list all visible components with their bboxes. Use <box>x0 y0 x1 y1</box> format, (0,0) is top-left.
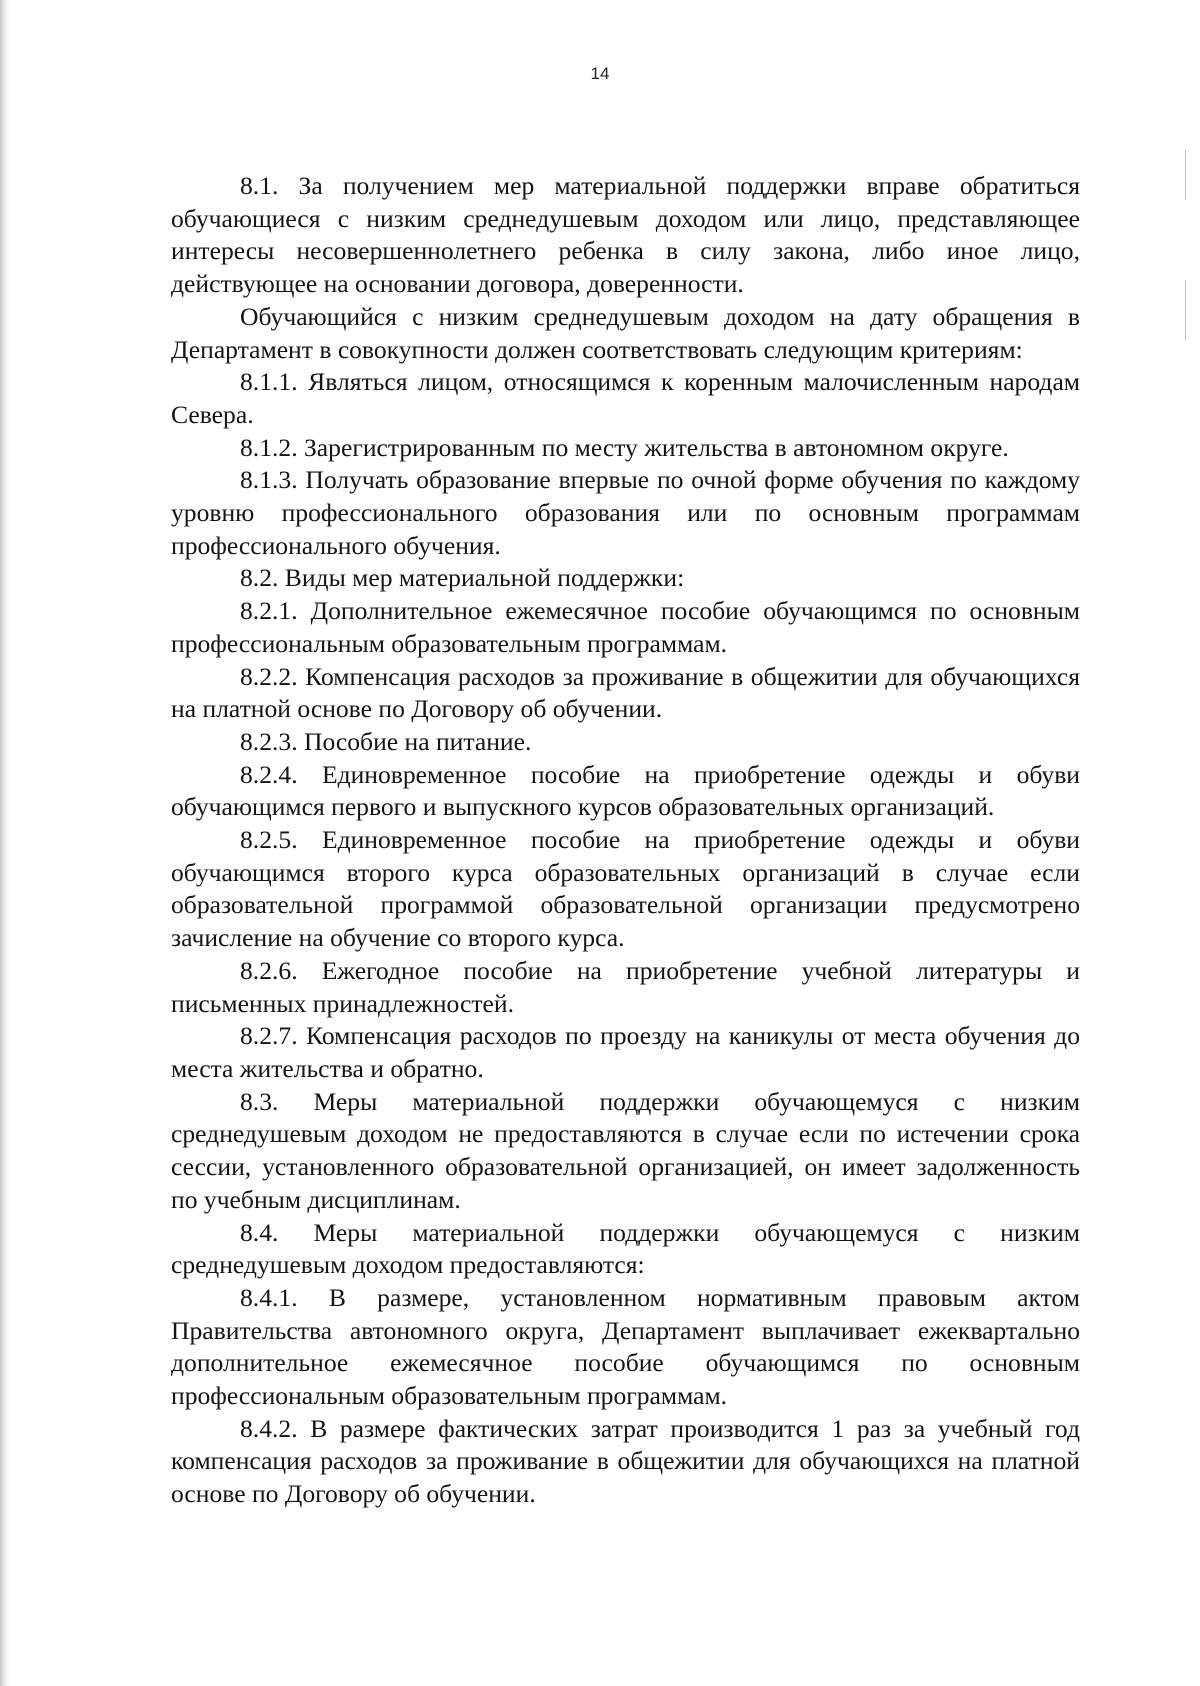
paragraph-8-2-2: 8.2.2. Компенсация расходов за проживание в общежитии для обучающихся на платной основе по Договору об обучении. <box>171 661 1080 724</box>
paragraph-8-1: 8.1. За получением мер материальной поддержки вправе обратиться обучающиеся с низким среднедушевым доходом или лицо, представляющее интересы несовершеннолетнего ребенка в силу закона, либо иное лицо, действующее на основании договора, доверенности. <box>171 171 1080 299</box>
paragraph-8-2-1: 8.2.1. Дополнительное ежемесячное пособие обучающимся по основным профессиональным образовательным программам. <box>171 596 1080 658</box>
paragraph-8-3: 8.3. Меры материальной поддержки обучающемуся с низким среднедушевым доходом не предоставляются в случае если по истечении срока сессии, установленного образовательной организацией, он имеет задолженность по учебным дисциплинам. <box>171 1086 1080 1214</box>
paragraph-8-2-6: 8.2.6. Ежегодное пособие на приобретение учебной литературы и письменных принадлежностей. <box>171 955 1080 1018</box>
paragraph-8-2-4: 8.2.4. Единовременное пособие на приобретение одежды и обуви обучающимся первого и выпускного курсов образовательных организаций. <box>171 759 1080 822</box>
paragraph-8-2-5: 8.2.5. Единовременное пособие на приобретение одежды и обуви обучающимся второго курса образовательных организаций в случае если образовательной программой образовательной организации предусмотрено зачисление на обучение со второго курса. <box>171 825 1080 953</box>
paragraph-8-2-3: 8.2.3. Пособие на питание. <box>240 726 532 756</box>
scan-mark <box>1185 150 1186 200</box>
paragraph-8-4-2: 8.4.2. В размере фактических затрат производится 1 раз за учебный год компенсация расходов за проживание в общежитии для обучающихся на платной основе по Договору об обучении. <box>171 1413 1080 1509</box>
paragraph-8-1-2: 8.1.2. Зарегистрированным по месту жительства в автономном округе. <box>240 432 1009 462</box>
document-body <box>171 170 1080 1511</box>
scan-edge <box>0 0 9 1686</box>
paragraph-8-2: 8.2. Виды мер материальной поддержки: <box>240 563 685 593</box>
paragraph-8-1-3: 8.1.3. Получать образование впервые по очной форме обучения по каждому уровню профессионального образования или по основным программам профессионального обучения. <box>171 465 1080 560</box>
paragraph-criteria-intro: Обучающийся с низким среднедушевым доходом на дату обращения в Департамент в совокупности должен соответствовать следующим критериям: <box>171 301 1080 364</box>
paragraph-8-2-7: 8.2.7. Компенсация расходов по проезду на каникулы от места обучения до места жительства и обратно. <box>171 1021 1080 1083</box>
paragraph-8-1-1: 8.1.1. Являться лицом, относящимся к коренным малочисленным народам Севера. <box>171 367 1080 429</box>
paragraph-8-4: 8.4. Меры материальной поддержки обучающемуся с низким среднедушевым доходом предоставляются: <box>171 1217 1080 1280</box>
paragraph-8-4-1: 8.4.1. В размере, установленном нормативным правовым актом Правительства автономного округа, Департамент выплачивает ежеквартально дополнительное ежемесячное пособие обучающимся по основным профессиональным образовательным программам. <box>171 1282 1080 1411</box>
scan-mark <box>1185 280 1186 340</box>
page-number: 14 <box>590 64 610 83</box>
